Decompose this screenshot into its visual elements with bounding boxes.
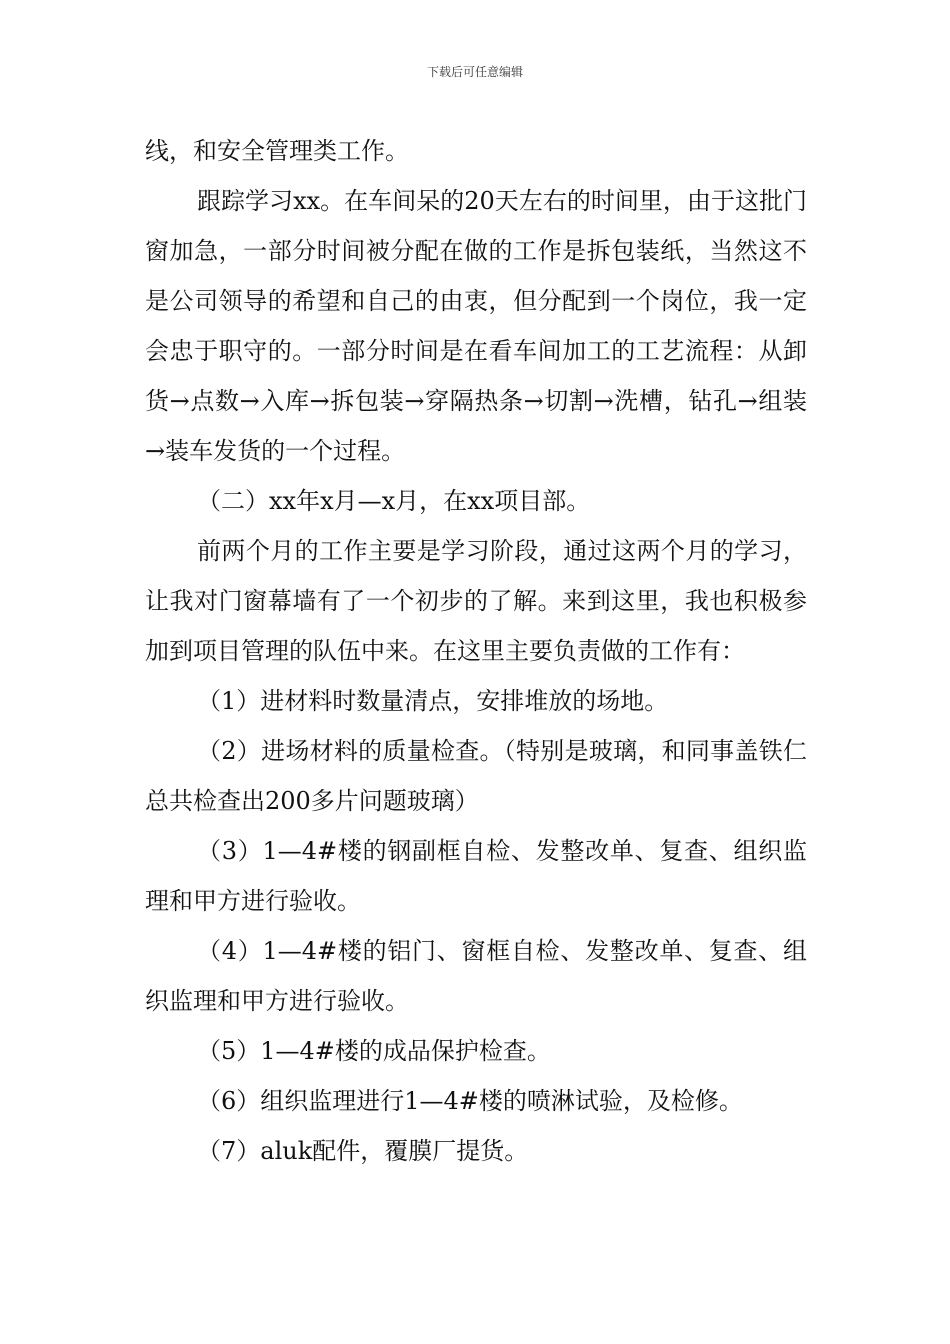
paragraph-9: （5）1—4#楼的成品保护检查。 bbox=[197, 1037, 551, 1065]
paragraph-2: 跟踪学习xx。在车间呆的20天左右的时间里，由于这批门窗加急，一部分时间被分配在做的工作是拆包装纸，当然这不是公司领导的希望和自己的由衷，但分配到一个岗位，我一定会忠于职守的。一部分时间是在看车间加工的工艺流程：从卸货→点数→入库→拆包装→穿隔热条→切割→洗槽，钻孔→组装→装车发货的一个过程。 bbox=[145, 187, 807, 465]
paragraph-7: （3）1—4#楼的钢副框自检、发整改单、复查、组织监理和甲方进行验收。 bbox=[145, 837, 807, 915]
document-body bbox=[145, 126, 807, 1176]
paragraph-1: 线，和安全管理类工作。 bbox=[145, 137, 409, 165]
paragraph-6: （2）进场材料的质量检查。（特别是玻璃，和同事盖铁仁总共检查出200多片问题玻璃） bbox=[145, 737, 807, 815]
paragraph-8: （4）1—4#楼的铝门、窗框自检、发整改单、复查、组织监理和甲方进行验收。 bbox=[145, 937, 807, 1015]
paragraph-4: 前两个月的工作主要是学习阶段，通过这两个月的学习，让我对门窗幕墙有了一个初步的了解。来到这里，我也积极参加到项目管理的队伍中来。在这里主要负责做的工作有： bbox=[145, 537, 807, 665]
paragraph-10: （6）组织监理进行1—4#楼的喷淋试验，及检修。 bbox=[197, 1087, 743, 1115]
paragraph-5: （1）进材料时数量清点，安排堆放的场地。 bbox=[197, 687, 669, 715]
paragraph-3: （二）xx年x月—x月，在xx项目部。 bbox=[197, 487, 591, 515]
page-header: 下载后可任意编辑 bbox=[426, 65, 523, 79]
paragraph-11: （7）aluk配件，覆膜厂提货。 bbox=[197, 1137, 529, 1165]
